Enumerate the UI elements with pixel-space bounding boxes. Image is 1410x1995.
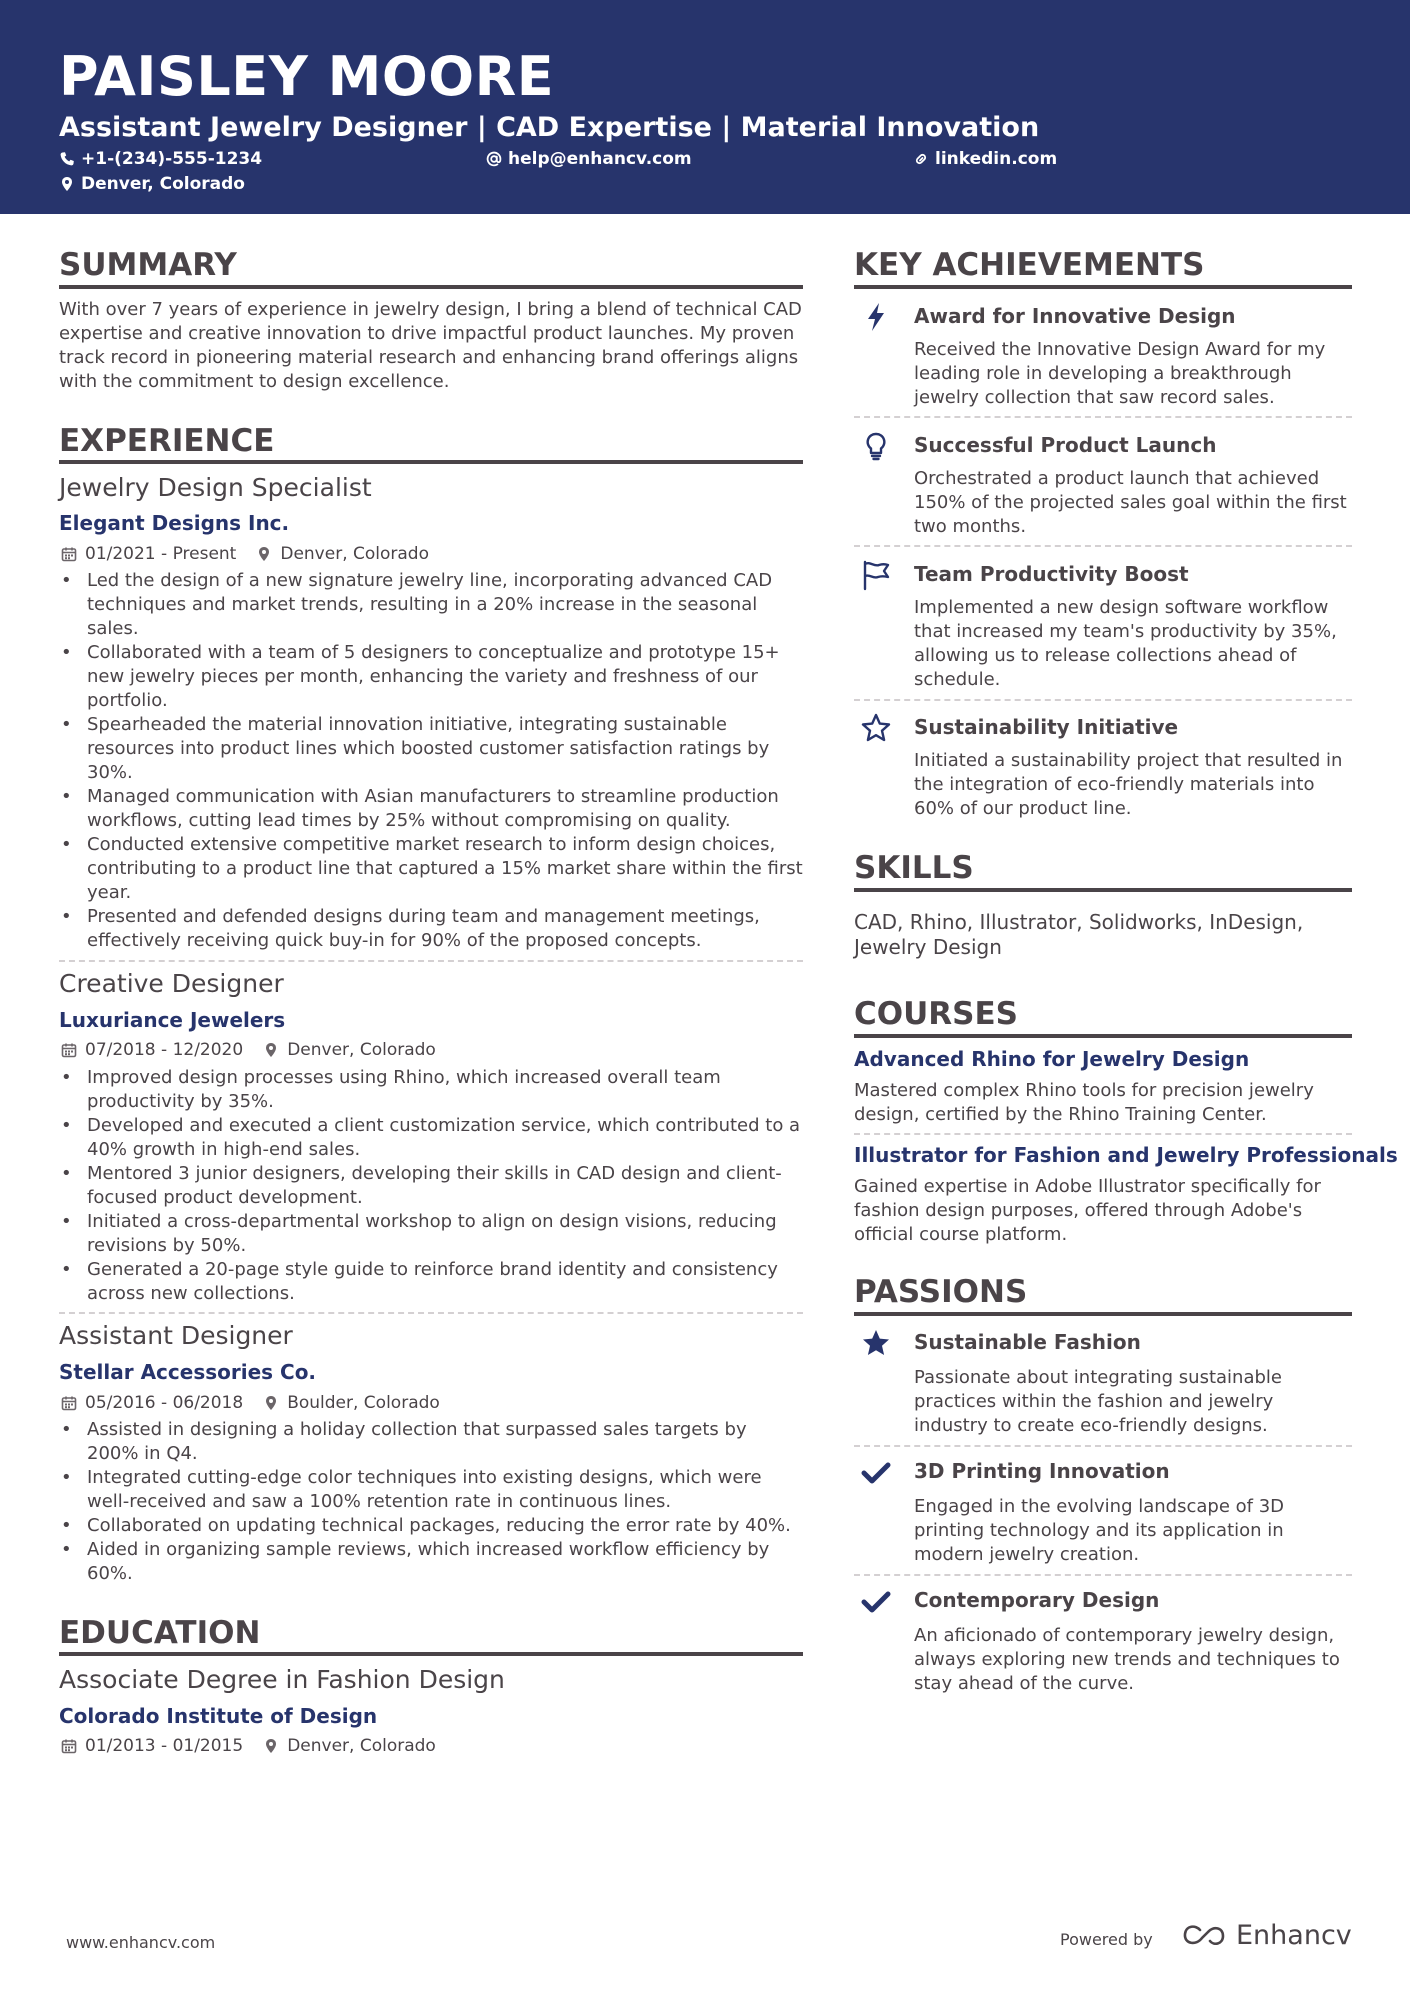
course-text: Gained expertise in Adobe Illustrator specifically for fashion design purposes, offered through Adobe's official course platform. — [854, 1176, 1321, 1245]
passion-title: 3D Printing Innovation — [914, 1459, 1170, 1483]
linkedin-text: linkedin.com — [935, 149, 1058, 169]
divider — [854, 416, 1352, 418]
flag-icon — [855, 554, 897, 596]
job-meta — [61, 543, 429, 565]
course-title: Illustrator for Fashion and Jewelry Professionals — [854, 1143, 1398, 1167]
bullet-item: • Developed and executed a client customization service, which contributed to a 40% growth in high-end sales. — [59, 1114, 803, 1162]
course-text: Mastered complex Rhino tools for precision jewelry design, certified by the Rhino Training Center. — [854, 1080, 1314, 1125]
job-dates: 05/2016 - 06/2018 — [85, 1393, 244, 1413]
passion-title: Sustainable Fashion — [914, 1330, 1141, 1354]
contact-email[interactable] — [486, 147, 692, 171]
map-pin-icon — [256, 546, 272, 562]
passion-text: Passionate about integrating sustainable practices within the fashion and jewelry industry to create eco-friendly designs. — [914, 1367, 1282, 1436]
experience-heading: EXPERIENCE — [59, 423, 275, 459]
footer-website[interactable]: www.enhancv.com — [66, 1933, 216, 1952]
course-title: Advanced Rhino for Jewelry Design — [854, 1047, 1250, 1071]
achievement-text: Received the Innovative Design Award for my leading role in developing a breakthrough jewelry collection that saw record sales. — [914, 339, 1326, 408]
achievement-title: Award for Innovative Design — [914, 304, 1236, 328]
divider — [854, 1574, 1352, 1576]
map-pin-icon — [263, 1042, 279, 1058]
degree-title: Associate Degree in Fashion Design — [59, 1665, 505, 1694]
summary-text: With over 7 years of experience in jewelry design, I bring a blend of technical CAD expertise and creative innovation to drive impactful product launches. My proven track record in pioneering material research and enhancing brand offerings aligns with the commitment to design excellence. — [59, 299, 802, 392]
map-pin-icon — [263, 1395, 279, 1411]
contact-phone[interactable] — [59, 147, 262, 171]
bullet-item: • Improved design processes using Rhino, which increased overall team productivity by 35%. — [59, 1066, 803, 1114]
bullet-item: • Integrated cutting-edge color techniques into existing designs, which were well-received and saw a 100% retention rate in continuous lines. — [59, 1466, 803, 1514]
checkmark-icon — [855, 1452, 897, 1494]
job-bullets — [59, 569, 803, 953]
map-pin-icon — [59, 176, 75, 192]
bullet-item: • Spearheaded the material innovation initiative, integrating sustainable resources into product lines which boosted customer satisfaction ratings by 30%. — [59, 713, 803, 785]
link-icon — [913, 151, 929, 167]
job-bullets — [59, 1066, 803, 1306]
passions-rule — [854, 1312, 1352, 1316]
bullet-item: • Assisted in designing a holiday collection that surpassed sales targets by 200% in Q4. — [59, 1418, 803, 1466]
job-bullets — [59, 1418, 803, 1586]
bullet-item: • Led the design of a new signature jewelry line, incorporating advanced CAD techniques and market trends, resulting in a 20% increase in the seasonal sales. — [59, 569, 803, 641]
bullet-item: • Initiated a cross-departmental workshop to align on design visions, reducing revisions by 50%. — [59, 1210, 803, 1258]
calendar-icon — [61, 1738, 77, 1754]
skills-rule — [854, 888, 1352, 892]
job-location: Denver, Colorado — [287, 1040, 436, 1060]
calendar-icon — [61, 1042, 77, 1058]
courses-rule — [854, 1034, 1352, 1038]
education-dates: 01/2013 - 01/2015 — [85, 1736, 244, 1756]
achievements-heading: KEY ACHIEVEMENTS — [854, 247, 1205, 283]
phone-icon — [59, 151, 75, 167]
company-name: Stellar Accessories Co. — [59, 1360, 317, 1384]
achievement-title: Sustainability Initiative — [914, 715, 1179, 739]
candidate-name: PAISLEY MOORE — [59, 45, 555, 108]
job-title: Creative Designer — [59, 969, 284, 998]
divider — [59, 960, 803, 962]
divider — [59, 1312, 803, 1314]
divider — [854, 699, 1352, 701]
experience-rule — [59, 460, 803, 464]
at-icon — [486, 151, 502, 167]
map-pin-icon — [263, 1738, 279, 1754]
achievements-rule — [854, 285, 1352, 289]
bullet-item: • Aided in organizing sample reviews, which increased workflow efficiency by 60%. — [59, 1538, 803, 1586]
education-heading: EDUCATION — [59, 1615, 261, 1651]
passion-title: Contemporary Design — [914, 1588, 1160, 1612]
achievement-text: Initiated a sustainability project that resulted in the integration of eco-friendly materials into 60% of our product line. — [914, 750, 1343, 819]
passions-heading: PASSIONS — [854, 1274, 1028, 1310]
bullet-item: • Managed communication with Asian manufacturers to streamline production workflows, cutting lead times by 25% without compromising on quality. — [59, 785, 803, 833]
job-meta — [61, 1039, 436, 1061]
job-location: Boulder, Colorado — [287, 1393, 440, 1413]
passion-text: Engaged in the evolving landscape of 3D printing technology and its application in modern jewelry creation. — [914, 1496, 1285, 1565]
job-title: Jewelry Design Specialist — [59, 473, 372, 502]
enhancv-brand-text: Enhancv — [1236, 1920, 1352, 1951]
job-title: Assistant Designer — [59, 1321, 293, 1350]
calendar-icon — [61, 546, 77, 562]
achievement-text: Implemented a new design software workflow that increased my team's productivity by 35%, allowing us to release collections ahead of schedule. — [914, 597, 1337, 690]
star-outline-icon — [855, 707, 897, 749]
job-meta — [61, 1392, 440, 1414]
bullet-item: • Collaborated with a team of 5 designers to conceptualize and prototype 15+ new jewelry pieces per month, enhancing the variety and freshness of our portfolio. — [59, 641, 803, 713]
bullet-item: • Mentored 3 junior designers, developing their skills in CAD design and client-focused product development. — [59, 1162, 803, 1210]
job-dates: 07/2018 - 12/2020 — [85, 1040, 244, 1060]
company-name: Elegant Designs Inc. — [59, 511, 290, 535]
candidate-subtitle: Assistant Jewelry Designer | CAD Expertise | Material Innovation — [59, 112, 1040, 143]
divider — [854, 1445, 1352, 1447]
enhancv-logo-icon — [1180, 1922, 1228, 1950]
location-text: Denver, Colorado — [81, 174, 245, 194]
resume-header — [0, 0, 1410, 214]
star-icon — [855, 1322, 897, 1364]
lightbulb-icon — [855, 425, 897, 467]
phone-text: +1-(234)-555-1234 — [81, 149, 263, 169]
calendar-icon — [61, 1395, 77, 1411]
education-meta — [61, 1735, 436, 1757]
skills-heading: SKILLS — [854, 850, 974, 886]
school-name: Colorado Institute of Design — [59, 1704, 378, 1728]
checkmark-icon — [855, 1581, 897, 1623]
contact-location — [59, 172, 245, 196]
lightning-icon — [855, 296, 897, 338]
education-location: Denver, Colorado — [287, 1736, 436, 1756]
achievement-title: Successful Product Launch — [914, 433, 1217, 457]
bullet-item: • Presented and defended designs during team and management meetings, effectively receiving quick buy-in for 90% of the proposed concepts. — [59, 905, 803, 953]
achievement-text: Orchestrated a product launch that achieved 150% of the projected sales goal within the first two months. — [914, 468, 1347, 537]
courses-heading: COURSES — [854, 996, 1018, 1032]
job-location: Denver, Colorado — [280, 544, 429, 564]
bullet-item: • Generated a 20-page style guide to reinforce brand identity and consistency across new collections. — [59, 1258, 803, 1306]
skills-text: CAD, Rhino, Illustrator, Solidworks, InDesign, Jewelry Design — [854, 910, 1304, 959]
summary-rule — [59, 285, 803, 289]
footer-powered-by: Powered by — [1060, 1930, 1153, 1949]
bullet-item: • Collaborated on updating technical packages, reducing the error rate by 40%. — [59, 1514, 803, 1538]
summary-heading: SUMMARY — [59, 247, 237, 283]
achievement-title: Team Productivity Boost — [914, 562, 1189, 586]
education-rule — [59, 1652, 803, 1656]
passion-text: An aficionado of contemporary jewelry design, always exploring new trends and techniques to stay ahead of the curve. — [914, 1625, 1340, 1694]
enhancv-logo[interactable] — [1180, 1920, 1352, 1951]
company-name: Luxuriance Jewelers — [59, 1008, 286, 1032]
bullet-item: • Conducted extensive competitive market research to inform design choices, contributing to a product line that captured a 15% market share within the first year. — [59, 833, 803, 905]
divider — [854, 1133, 1352, 1135]
contact-linkedin[interactable] — [913, 147, 1057, 171]
job-dates: 01/2021 - Present — [85, 544, 237, 564]
divider — [854, 545, 1352, 547]
email-text: help@enhancv.com — [508, 149, 692, 169]
